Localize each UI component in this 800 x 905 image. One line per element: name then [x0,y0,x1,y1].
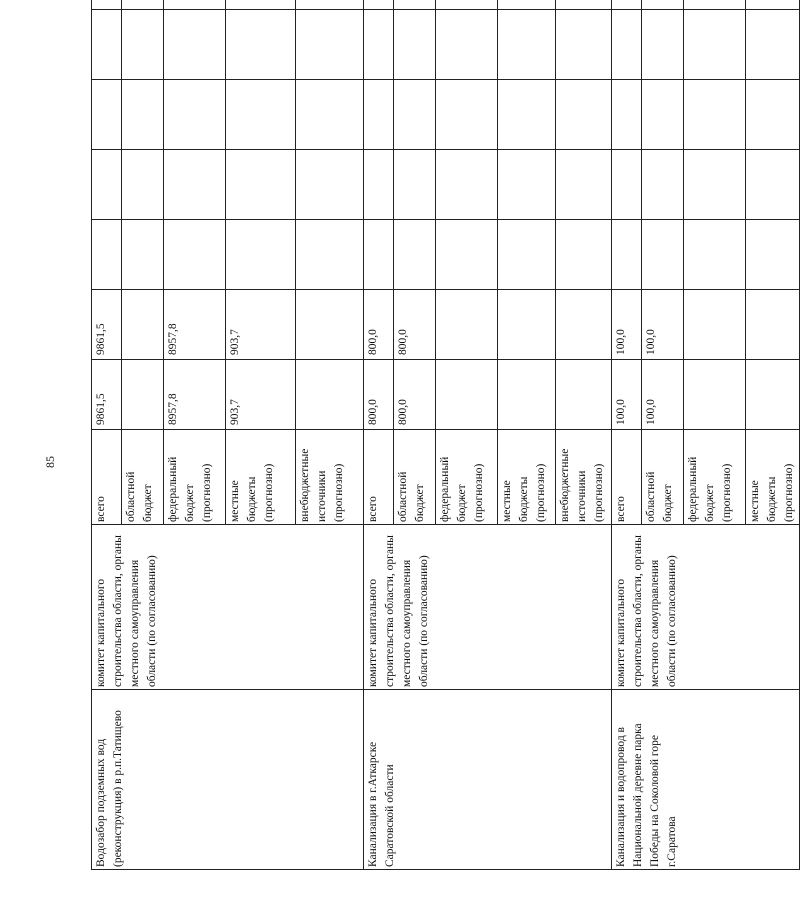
rotated-table-wrapper [91,34,795,870]
total-cell: 100,0 [642,360,684,430]
empty-year-cell [364,220,394,290]
empty-year-cell [122,10,164,80]
empty-year-cell [642,220,684,290]
object-name-cell: Водозабор подземных вод (реконструкция) в р.п.Татищево [92,690,364,870]
year-value-cell [436,290,498,360]
total-cell [122,360,164,430]
empty-year-cell [122,150,164,220]
empty-year-cell [226,150,296,220]
empty-year-cell [296,220,364,290]
total-cell [498,360,556,430]
empty-year-cell [746,150,800,220]
empty-year-cell [498,80,556,150]
year-value-cell: 100,0 [612,290,642,360]
empty-year-cell [612,220,642,290]
year-value-cell [556,290,612,360]
source-cell: федеральный бюджет (прогнозно) [436,430,498,525]
source-cell: местные бюджеты (прогнозно) [498,430,556,525]
year-value-cell [296,290,364,360]
empty-year-cell [556,80,612,150]
empty-year-cell [436,220,498,290]
total-cell [296,360,364,430]
empty-year-cell [226,80,296,150]
empty-year-cell [498,0,556,10]
empty-year-cell [364,0,394,10]
source-cell: областной бюджет [394,430,436,525]
empty-year-cell [394,80,436,150]
empty-year-cell [164,10,226,80]
empty-year-cell [296,10,364,80]
total-cell: 800,0 [364,360,394,430]
empty-year-cell [394,0,436,10]
source-cell: всего [612,430,642,525]
table-body [92,0,800,870]
empty-year-cell [612,0,642,10]
empty-year-cell [226,220,296,290]
source-cell: местные бюджеты (прогнозно) [746,430,800,525]
total-cell: 903,7 [226,360,296,430]
year-value-cell: 9861,5 [92,290,122,360]
empty-year-cell [684,80,746,150]
empty-year-cell [364,80,394,150]
empty-year-cell [122,80,164,150]
year-value-cell [746,290,800,360]
total-cell [684,360,746,430]
empty-year-cell [746,0,800,10]
year-value-cell [498,290,556,360]
empty-year-cell [92,0,122,10]
empty-year-cell [92,80,122,150]
total-cell [556,360,612,430]
source-cell: областной бюджет [122,430,164,525]
empty-year-cell [92,220,122,290]
empty-year-cell [642,150,684,220]
financing-table [91,0,800,870]
empty-year-cell [556,220,612,290]
total-cell: 100,0 [612,360,642,430]
empty-year-cell [394,150,436,220]
empty-year-cell [684,10,746,80]
year-value-cell: 903,7 [226,290,296,360]
empty-year-cell [164,150,226,220]
empty-year-cell [498,220,556,290]
source-cell: внебюджетные источники (прогнозно) [296,430,364,525]
total-cell [436,360,498,430]
empty-year-cell [226,0,296,10]
page-number: 85 [43,456,57,468]
empty-year-cell [394,220,436,290]
empty-year-cell [364,150,394,220]
empty-year-cell [394,10,436,80]
total-cell: 800,0 [394,360,436,430]
empty-year-cell [498,150,556,220]
empty-year-cell [684,0,746,10]
year-value-cell: 100,0 [642,290,684,360]
year-value-cell: 8957,8 [164,290,226,360]
empty-year-cell [164,220,226,290]
empty-year-cell [92,10,122,80]
source-cell: федеральный бюджет (прогнозно) [684,430,746,525]
empty-year-cell [164,80,226,150]
total-cell: 9861,5 [92,360,122,430]
object-name-cell: Канализация в г.Аткарске Саратовской области [364,690,612,870]
executor-cell: комитет капитального строительства области, органы местного самоуправления области (по согласованию) [612,525,800,690]
empty-year-cell [164,0,226,10]
empty-year-cell [746,10,800,80]
empty-year-cell [436,0,498,10]
source-cell: федеральный бюджет (прогнозно) [164,430,226,525]
year-value-cell [122,290,164,360]
executor-cell: комитет капитального строительства области, органы местного самоуправления области (по согласованию) [364,525,612,690]
table-row [92,0,122,870]
object-name-cell: Канализация и водопровод в Национальной деревне парка Победы на Соколовой горе г.Саратова [612,690,800,870]
empty-year-cell [436,150,498,220]
source-cell: областной бюджет [642,430,684,525]
total-cell: 8957,8 [164,360,226,430]
empty-year-cell [612,80,642,150]
empty-year-cell [556,150,612,220]
empty-year-cell [296,80,364,150]
empty-year-cell [612,10,642,80]
table-row [612,0,642,870]
empty-year-cell [122,220,164,290]
empty-year-cell [642,80,684,150]
empty-year-cell [642,10,684,80]
empty-year-cell [684,220,746,290]
empty-year-cell [226,10,296,80]
empty-year-cell [684,150,746,220]
empty-year-cell [612,150,642,220]
empty-year-cell [556,0,612,10]
source-cell: всего [364,430,394,525]
empty-year-cell [92,150,122,220]
empty-year-cell [296,0,364,10]
source-cell: местные бюджеты (прогнозно) [226,430,296,525]
empty-year-cell [436,10,498,80]
empty-year-cell [642,0,684,10]
source-cell: всего [92,430,122,525]
empty-year-cell [364,10,394,80]
source-cell: внебюджетные источники (прогнозно) [556,430,612,525]
empty-year-cell [498,10,556,80]
total-cell [746,360,800,430]
empty-year-cell [122,0,164,10]
empty-year-cell [556,10,612,80]
year-value-cell: 800,0 [394,290,436,360]
table-row [364,0,394,870]
empty-year-cell [746,80,800,150]
year-value-cell [684,290,746,360]
empty-year-cell [746,220,800,290]
year-value-cell: 800,0 [364,290,394,360]
empty-year-cell [296,150,364,220]
executor-cell: комитет капитального строительства области, органы местного самоуправления области (по согласованию) [92,525,364,690]
empty-year-cell [436,80,498,150]
